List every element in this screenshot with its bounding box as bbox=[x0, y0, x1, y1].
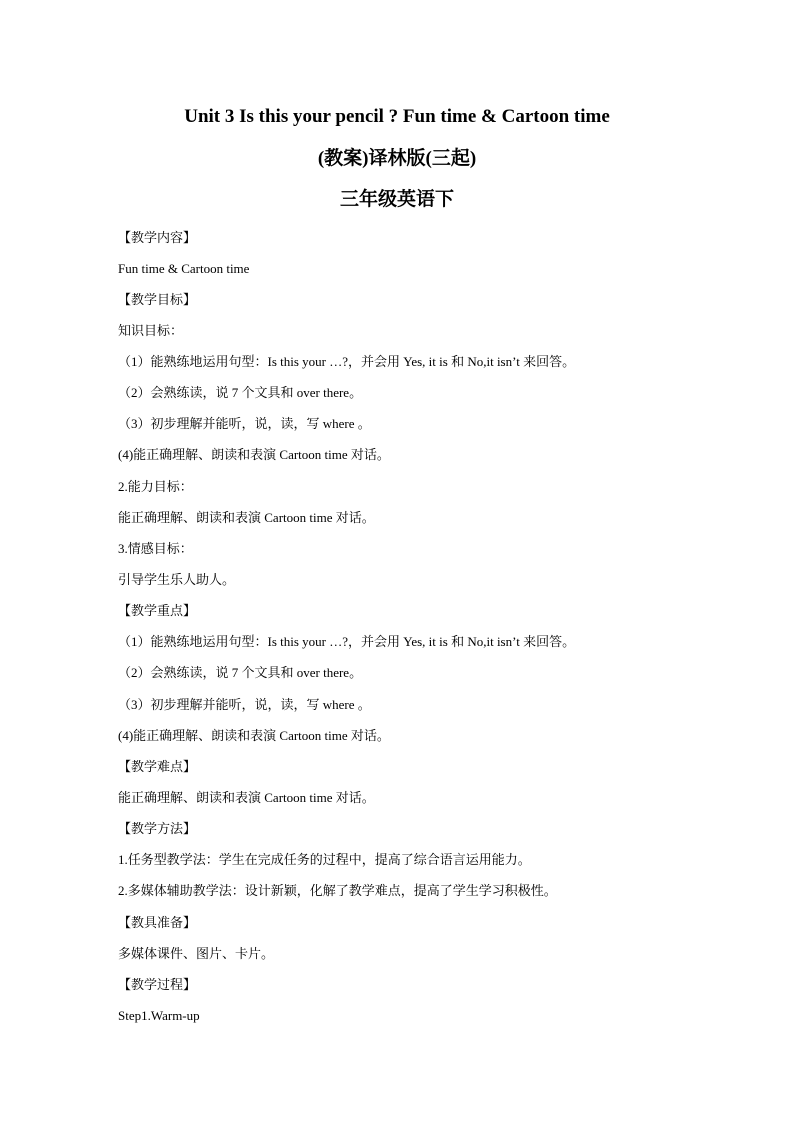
method-item-1: 1.任务型教学法：学生在完成任务的过程中，提高了综合语言运用能力。 bbox=[118, 852, 531, 867]
ability-objectives-label: 2.能力目标： bbox=[118, 479, 193, 494]
section-heading-key-points: 【教学重点】 bbox=[118, 603, 197, 618]
document-grade: 三年级英语下 bbox=[339, 189, 454, 210]
materials-text: 多媒体课件、图片、卡片。 bbox=[118, 946, 275, 961]
section-heading-materials: 【教具准备】 bbox=[118, 915, 197, 930]
document-subtitle: (教案)译林版(三起) bbox=[317, 148, 477, 169]
difficulty-text: 能正确理解、朗读和表演 Cartoon time 对话。 bbox=[118, 790, 375, 805]
key-point-item-2: （2）会熟练读，说 7 个文具和 over there。 bbox=[118, 665, 363, 680]
section-heading-difficulties: 【教学难点】 bbox=[118, 759, 197, 774]
section-heading-methods: 【教学方法】 bbox=[118, 821, 197, 836]
emotional-objective-text: 引导学生乐人助人。 bbox=[118, 572, 236, 587]
emotional-objectives-label: 3.情感目标： bbox=[118, 541, 193, 556]
knowledge-objectives-label: 知识目标： bbox=[118, 323, 184, 338]
method-item-2: 2.多媒体辅助教学法：设计新颖，化解了教学难点，提高了学生学习积极性。 bbox=[118, 883, 557, 898]
key-point-item-4: (4)能正确理解、朗读和表演 Cartoon time 对话。 bbox=[118, 728, 390, 743]
section-heading-process: 【教学过程】 bbox=[118, 977, 197, 992]
document-title: Unit 3 Is this your pencil ? Fun time & Cartoon time bbox=[184, 106, 610, 127]
objective-item-1: （1）能熟练地运用句型：Is this your …?，并会用 Yes, it is 和 No,it isn’t 来回答。 bbox=[118, 354, 576, 369]
key-point-item-1: （1）能熟练地运用句型：Is this your …?，并会用 Yes, it is 和 No,it isn’t 来回答。 bbox=[118, 634, 576, 649]
key-point-item-3: （3）初步理解并能听，说，读，写 where 。 bbox=[118, 697, 371, 712]
objective-item-2: （2）会熟练读，说 7 个文具和 over there。 bbox=[118, 385, 363, 400]
section-heading-objectives: 【教学目标】 bbox=[118, 292, 197, 307]
process-step-1: Step1.Warm-up bbox=[118, 1008, 200, 1023]
objective-item-4: (4)能正确理解、朗读和表演 Cartoon time 对话。 bbox=[118, 447, 390, 462]
objective-item-3: （3）初步理解并能听，说，读，写 where 。 bbox=[118, 416, 371, 431]
ability-objective-text: 能正确理解、朗读和表演 Cartoon time 对话。 bbox=[118, 510, 375, 525]
content-text: Fun time & Cartoon time bbox=[118, 261, 250, 276]
section-heading-content: 【教学内容】 bbox=[118, 230, 197, 245]
